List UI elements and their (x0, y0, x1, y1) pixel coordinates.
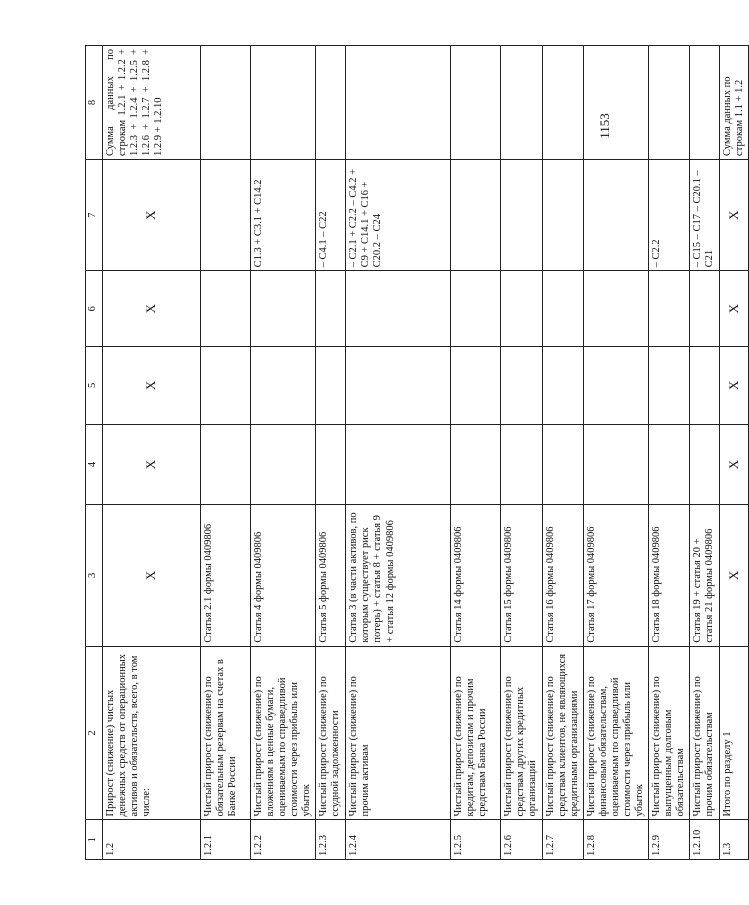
cell-col6: X (103, 271, 201, 347)
cell-col6 (201, 271, 251, 347)
cell-col4 (316, 424, 346, 504)
row-description: Чистый прирост (снижение) по финансовым обязательствам, оцениваемым по справедливой стоимости через прибыль или убыток (583, 646, 648, 820)
cell-col7: – С2.1 + С2.2 – С4.2 + С9 + С14.1 + С16 + С20.2 – С24 (346, 159, 451, 270)
cell-col4 (251, 424, 316, 504)
row-number: 1.2.10 (690, 820, 720, 860)
cell-col6 (542, 271, 583, 347)
cell-col4: X (103, 424, 201, 504)
col-header-4: 4 (86, 424, 103, 504)
source-cell: Статья 18 формы 0409806 (649, 505, 690, 646)
cell-col4 (649, 424, 690, 504)
cash-flow-table (85, 45, 749, 860)
col-header-6: 6 (86, 271, 103, 347)
cell-col5 (583, 346, 648, 424)
cell-col8 (649, 46, 690, 160)
row-number: 1.2.6 (501, 820, 542, 860)
row-description: Чистый прирост (снижение) по прочим обязательствам (690, 646, 720, 820)
cell-col5 (542, 346, 583, 424)
row-description: Чистый прирост (снижение) по средствам других кредитных организаций (501, 646, 542, 820)
source-cell: Статья 4 формы 0409806 (251, 505, 316, 646)
cell-col6 (251, 271, 316, 347)
table-row (103, 46, 201, 860)
source-cell: X (720, 505, 749, 646)
table-row (346, 46, 451, 860)
cell-col4 (346, 424, 451, 504)
col-header-1: 1 (86, 820, 103, 860)
row-number: 1.2.8 (583, 820, 648, 860)
row-number: 1.2.9 (649, 820, 690, 860)
cell-col7: С1.3 + С3.1 + С14.2 (251, 159, 316, 270)
source-cell: Статья 2.1 формы 0409806 (201, 505, 251, 646)
cell-col7: – С4.1 – С22 (316, 159, 346, 270)
rotated-table-container (85, 45, 746, 860)
cell-col8 (201, 46, 251, 160)
cell-col6 (690, 271, 720, 347)
row-number: 1.3 (720, 820, 749, 860)
cell-col8: Сумма данных по строкам 1.2.1 + 1.2.2 + 1.2.3 + 1.2.4 + 1.2.5 + 1.2.6 + 1.2.7 + 1.2.8 + 1.2.9 + 1.2.10 (103, 46, 201, 160)
table-row (542, 46, 583, 860)
row-number: 1.2.7 (542, 820, 583, 860)
cell-col4 (451, 424, 501, 504)
col-header-2: 2 (86, 646, 103, 820)
cell-col8 (451, 46, 501, 160)
cell-col7 (201, 159, 251, 270)
cell-col8 (346, 46, 451, 160)
table-row (690, 46, 720, 860)
row-description: Чистый прирост (снижение) по выпущенным долговым обязательствам (649, 646, 690, 820)
col-header-7: 7 (86, 159, 103, 270)
cell-col6: X (720, 271, 749, 347)
cell-col7 (501, 159, 542, 270)
cell-col4 (501, 424, 542, 504)
cell-col8 (583, 46, 648, 160)
source-cell: Статья 14 формы 0409806 (451, 505, 501, 646)
table-row (251, 46, 316, 860)
row-number: 1.2.5 (451, 820, 501, 860)
cell-col6 (501, 271, 542, 347)
row-description: Чистый прирост (снижение) по кредитам, депозитам и прочим средствам Банка России (451, 646, 501, 820)
cell-col5 (451, 346, 501, 424)
table-row (451, 46, 501, 860)
header-row (86, 46, 103, 860)
source-cell: Статья 19 + статья 20 + статья 21 формы 0409806 (690, 505, 720, 646)
cell-col4 (690, 424, 720, 504)
table-row (583, 46, 648, 860)
row-description: Чистый прирост (снижение) по прочим активам (346, 646, 451, 820)
cell-col7 (583, 159, 648, 270)
cell-col7: – С15 – С17 – С20.1 – С21 (690, 159, 720, 270)
source-cell: Статья 17 формы 0409806 (583, 505, 648, 646)
source-cell: Статья 3 (в части активов, по которым существует риск потерь) + статья 8 + статья 9 + статья 12 формы 0409806 (346, 505, 451, 646)
cell-col8 (690, 46, 720, 160)
cell-col6 (346, 271, 451, 347)
row-number: 1.2.1 (201, 820, 251, 860)
cell-col5 (346, 346, 451, 424)
cell-col7 (542, 159, 583, 270)
cell-col8 (501, 46, 542, 160)
cell-col5: X (720, 346, 749, 424)
cell-col6 (316, 271, 346, 347)
cell-col6 (451, 271, 501, 347)
source-cell: X (103, 505, 201, 646)
cell-col4 (583, 424, 648, 504)
cell-col7: X (103, 159, 201, 270)
page-number: 1153 (597, 113, 613, 139)
col-header-3: 3 (86, 505, 103, 646)
row-description: Прирост (снижение) чистых денежных средств от операционных активов и обязательств, всего, в том числе: (103, 646, 201, 820)
col-header-5: 5 (86, 346, 103, 424)
cell-col5: X (103, 346, 201, 424)
row-number: 1.2.4 (346, 820, 451, 860)
cell-col5 (501, 346, 542, 424)
table-row (649, 46, 690, 860)
source-cell: Статья 5 формы 0409806 (316, 505, 346, 646)
cell-col8 (316, 46, 346, 160)
row-description: Итого по разделу 1 (720, 646, 749, 820)
cell-col5 (690, 346, 720, 424)
cell-col4 (542, 424, 583, 504)
source-cell: Статья 16 формы 0409806 (542, 505, 583, 646)
table-row (720, 46, 749, 860)
cell-col5 (251, 346, 316, 424)
cell-col6 (649, 271, 690, 347)
cell-col4: X (720, 424, 749, 504)
cell-col8 (542, 46, 583, 160)
cell-col5 (201, 346, 251, 424)
cell-col6 (583, 271, 648, 347)
cell-col7: – С2.2 (649, 159, 690, 270)
col-header-8: 8 (86, 46, 103, 160)
row-description: Чистый прирост (снижение) по обязательным резервам на счетах в Банке России (201, 646, 251, 820)
source-cell: Статья 15 формы 0409806 (501, 505, 542, 646)
row-number: 1.2.3 (316, 820, 346, 860)
cell-col8: Сумма данных по строкам 1.1 + 1.2 (720, 46, 749, 160)
cell-col4 (201, 424, 251, 504)
cell-col5 (649, 346, 690, 424)
table-row (316, 46, 346, 860)
row-description: Чистый прирост (снижение) по средствам клиентов, не являющихся кредитными организациями (542, 646, 583, 820)
row-description: Чистый прирост (снижение) по вложениям в ценные бумаги, оцениваемым по справедливой стоимости через прибыль или убыток (251, 646, 316, 820)
table-row (501, 46, 542, 860)
row-number: 1.2.2 (251, 820, 316, 860)
cell-col5 (316, 346, 346, 424)
cell-col7: X (720, 159, 749, 270)
row-description: Чистый прирост (снижение) по ссудной задолженности (316, 646, 346, 820)
table-row (201, 46, 251, 860)
cell-col8 (251, 46, 316, 160)
row-number: 1.2 (103, 820, 201, 860)
cell-col7 (451, 159, 501, 270)
